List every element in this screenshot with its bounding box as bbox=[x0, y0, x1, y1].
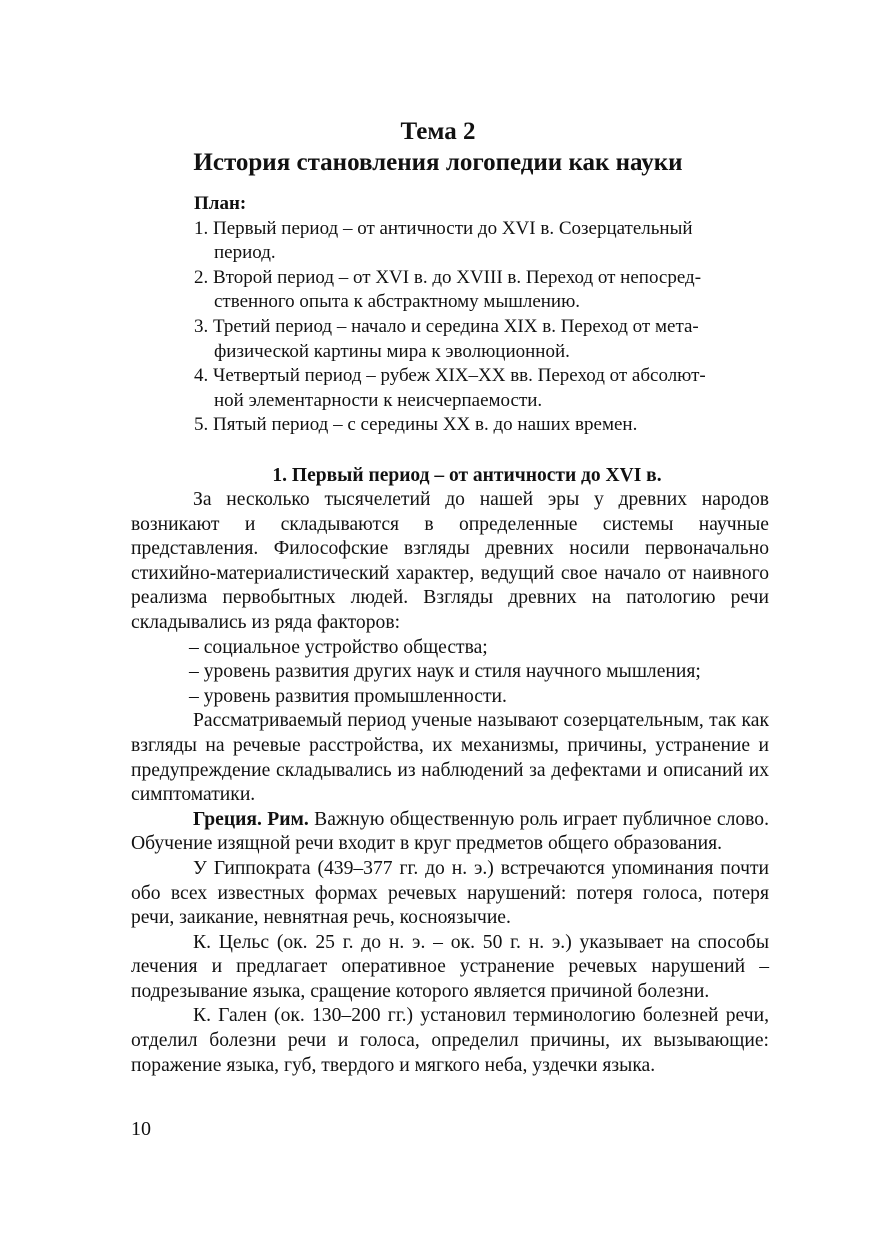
plan-item-text: 2. Второй период – от XVI в. до XVIII в. Переход от непосред- bbox=[194, 266, 702, 288]
factor-item: – социальное устройство общества; bbox=[189, 636, 488, 658]
paragraph-lead: Греция. Рим. bbox=[193, 808, 309, 830]
plan-item bbox=[194, 217, 768, 266]
paragraph: За несколько тысячелетий до нашей эры у древних народов возникают и складываются в определенные системы научные представления. Философские взгляды древних носили первоначально стихийно-материалистический характер, ведущий свое начало от наивного реализма первобытных людей. Взгляды древних на патологию речи складывались из ряда факторов: bbox=[131, 489, 769, 633]
factor-item: – уровень развития промышленности. bbox=[189, 685, 507, 707]
plan-item bbox=[194, 364, 768, 413]
paragraph: У Гиппократа (439–377 гг. до н. э.) встречаются упоминания почти обо всех известных формах речевых нарушений: потеря голоса, потеря речи, заикание, невнятная речь, косноязычие. bbox=[131, 857, 769, 929]
plan-block bbox=[194, 192, 768, 438]
paragraph: К. Гален (ок. 130–200 гг.) установил терминологию болезней речи, отделил болезни речи и голоса, определил причины, их вызывающие: поражение языка, губ, твердого и мягкого неба, уздечки языка. bbox=[131, 1005, 769, 1076]
plan-list bbox=[194, 217, 768, 438]
plan-item-text: 5. Пятый период – с середины XX в. до наших времен. bbox=[194, 414, 638, 436]
plan-item-text: 1. Первый период – от античности до XVI в. Созерцательный bbox=[194, 217, 693, 239]
plan-item-continuation: физической картины мира к эволюционной. bbox=[214, 340, 570, 362]
paragraph-text: Важную общественную роль играет публичное слово. Обучение изящной речи входит в круг предметов общего образования. bbox=[131, 808, 769, 855]
paragraph: Рассматриваемый период ученые называют созерцательным, так как взгляды на речевые расстройства, их механизмы, причины, устранение и предупреждение складывались из наблюдений за дефектами и описаний их симптоматики. bbox=[131, 710, 769, 806]
plan-item-continuation: ственного опыта к абстрактному мышлению. bbox=[214, 291, 581, 313]
plan-item-text: 3. Третий период – начало и середина XIX в. Переход от мета- bbox=[194, 315, 699, 337]
plan-item bbox=[194, 315, 768, 364]
paragraph: К. Цельс (ок. 25 г. до н. э. – ок. 50 г. н. э.) указывает на способы лечения и предлагает оперативное устранение речевых нарушений – подрезывание языка, сращение которого является причиной болезни. bbox=[131, 931, 769, 1002]
plan-item-continuation: период. bbox=[214, 242, 276, 264]
page-number: 10 bbox=[131, 1118, 151, 1140]
section-heading: 1. Первый период – от античности до XVI в. bbox=[272, 465, 662, 486]
plan-heading: План: bbox=[194, 193, 247, 214]
factor-item: – уровень развития других наук и стиля научного мышления; bbox=[189, 661, 701, 683]
section-body bbox=[131, 488, 769, 1078]
plan-item bbox=[194, 413, 768, 438]
plan-item-continuation: ной элементарности к неисчерпаемости. bbox=[214, 389, 543, 411]
topic-number: Тема 2 bbox=[400, 118, 476, 145]
plan-item-text: 4. Четвертый период – рубеж XIX–XX вв. Переход от абсолют- bbox=[194, 365, 706, 387]
plan-item bbox=[194, 266, 768, 315]
paragraph-greece-rome bbox=[131, 808, 769, 857]
topic-title: История становления логопедии как науки bbox=[193, 149, 683, 176]
